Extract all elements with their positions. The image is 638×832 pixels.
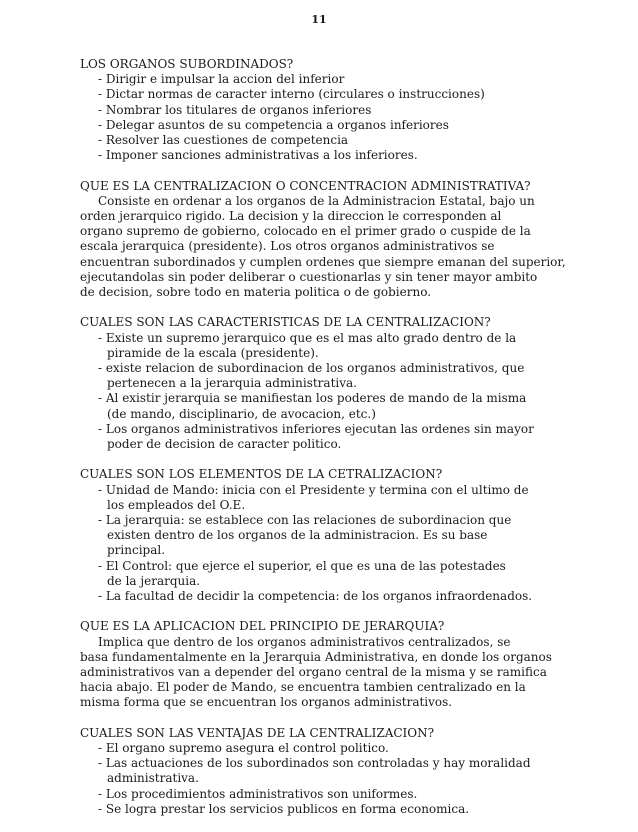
paragraph-line: de decision, sobre todo en materia politica o de gobierno. xyxy=(80,285,432,300)
list-item xyxy=(80,513,580,559)
list-item-continuation: (de mando, disciplinario, de avocacion, etc.) xyxy=(107,406,376,421)
list-item xyxy=(80,756,580,786)
paragraph-line: administrativos van a depender del organo central de la misma y se ramifica xyxy=(80,665,547,680)
paragraph-line: misma forma que se encuentran los organos administrativos. xyxy=(80,695,453,710)
list-item xyxy=(80,422,580,452)
list-item-text: - El Control: que ejerce el superior, el que es una de las potestades xyxy=(98,558,506,573)
section-heading: CUALES SON LAS CARACTERISTICAS DE LA CENTRALIZACION? xyxy=(80,315,491,330)
list-item-text: - El organo supremo asegura el control politico. xyxy=(98,741,389,756)
paragraph-line: organo supremo de gobierno, colocado en el primer grado o cuspide de la xyxy=(80,224,531,239)
list-item-text: - Los organos administrativos inferiores ejecutan las ordenes sin mayor xyxy=(98,421,534,436)
paragraph-line: orden jerarquico rigido. La decision y la direccion le corresponden al xyxy=(80,209,502,224)
section-5 xyxy=(80,619,580,710)
paragraph-line: escala jerarquica (presidente). Los otros organos administrativos se xyxy=(80,239,495,254)
list-item xyxy=(80,118,580,133)
paragraph-line: encuentran subordinados y cumplen ordenes que siempre emanan del superior, xyxy=(80,254,566,269)
list-item-text: - La jerarquia: se establece con las relaciones de subordinacion que xyxy=(98,513,512,528)
list-item xyxy=(80,72,580,87)
list-item xyxy=(80,87,580,102)
document-body xyxy=(80,57,580,832)
list-item xyxy=(80,483,580,513)
list-item xyxy=(80,802,580,817)
section-heading: LOS ORGANOS SUBORDINADOS? xyxy=(80,57,294,71)
list-item-continuation: existen dentro de los organos de la administracion. Es su base xyxy=(107,528,488,543)
list-item xyxy=(80,391,580,421)
list-item xyxy=(80,103,580,118)
list-item-text: - Existe un supremo jerarquico que es el mas alto grado dentro de la xyxy=(98,330,517,345)
section-heading: QUE ES LA CENTRALIZACION O CONCENTRACION ADMINISTRATIVA? xyxy=(80,178,531,193)
section-6 xyxy=(80,726,580,817)
list-item-text: - Imponer sanciones administrativas a los inferiores. xyxy=(98,148,418,163)
list-item-continuation: administrativa. xyxy=(107,771,199,786)
paragraph-line: hacia abajo. El poder de Mando, se encuentra tambien centralizado en la xyxy=(80,680,526,695)
section-heading: QUE ES LA APLICACION DEL PRINCIPIO DE JERARQUIA? xyxy=(80,619,445,634)
list-item-text: - Los procedimientos administrativos son uniformes. xyxy=(98,786,418,801)
section-heading: CUALES SON LOS ELEMENTOS DE LA CETRALIZACION? xyxy=(80,467,443,482)
list-item-continuation: los empleados del O.E. xyxy=(107,497,246,512)
list-item xyxy=(80,148,580,163)
paragraph-line: Consiste en ordenar a los organos de la Administracion Estatal, bajo un xyxy=(98,193,535,208)
section-4 xyxy=(80,467,580,604)
list-item xyxy=(80,361,580,391)
page-number: 11 xyxy=(311,13,327,26)
list-item xyxy=(80,133,580,148)
list-item xyxy=(80,741,580,756)
list-item xyxy=(80,331,580,361)
list-item-text: - existe relacion de subordinacion de los organos administrativos, que xyxy=(98,361,525,376)
list-item-continuation: poder de decision de caracter politico. xyxy=(107,437,342,452)
list-item-text: - Delegar asuntos de su competencia a organos inferiores xyxy=(98,117,449,132)
list-item-text: - Al existir jerarquia se manifiestan los poderes de mando de la misma xyxy=(98,391,527,406)
list-item-text: - Unidad de Mando: inicia con el Presidente y termina con el ultimo de xyxy=(98,482,529,497)
list-item-text: - Se logra prestar los servicios publicos en forma economica. xyxy=(98,801,470,816)
list-item-continuation: pertenecen a la jerarquia administrativa. xyxy=(107,376,357,391)
list-item-continuation: piramide de la escala (presidente). xyxy=(107,345,319,360)
list-item-continuation: principal. xyxy=(107,543,166,558)
section-3 xyxy=(80,315,580,452)
section-2 xyxy=(80,179,580,301)
list-item-text: - Las actuaciones de los subordinados son controladas y hay moralidad xyxy=(98,756,531,771)
list-item xyxy=(80,787,580,802)
section-heading: CUALES SON LAS VENTAJAS DE LA CENTRALIZACION? xyxy=(80,725,435,740)
list-item-text: - La facultad de decidir la competencia: de los organos infraordenados. xyxy=(98,589,533,604)
list-item-text: - Nombrar los titulares de organos inferiores xyxy=(98,102,372,117)
paragraph-line: ejecutandolas sin poder deliberar o cuestionarlas y sin tener mayor ambito xyxy=(80,269,538,284)
list-item xyxy=(80,589,580,604)
list-item-text: - Resolver las cuestiones de competencia xyxy=(98,133,349,148)
paragraph-line: Implica que dentro de los organos administrativos centralizados, se xyxy=(98,634,511,649)
list-item-text: - Dirigir e impulsar la accion del inferior xyxy=(98,72,345,87)
list-item xyxy=(80,559,580,589)
list-item-continuation: de la jerarquia. xyxy=(107,573,201,588)
list-item-text: - Dictar normas de caracter interno (circulares o instrucciones) xyxy=(98,87,485,102)
section-1 xyxy=(80,57,580,163)
paragraph-line: basa fundamentalmente en la Jerarquia Administrativa, en donde los organos xyxy=(80,649,552,664)
